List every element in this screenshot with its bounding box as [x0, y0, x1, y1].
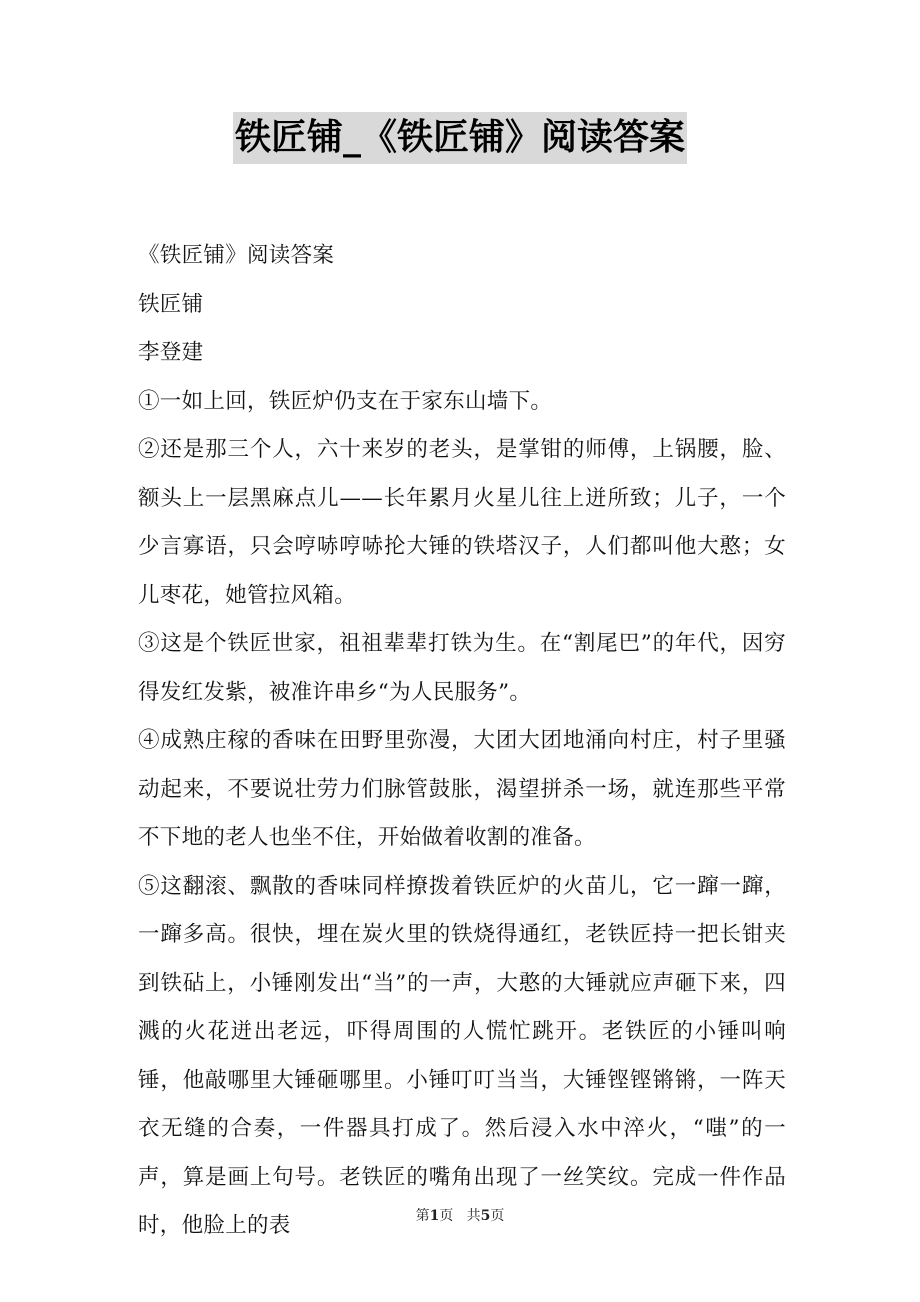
paragraph-author: 李登建 [138, 340, 204, 365]
paragraph-5: ⑤这翻滚、飘散的香味同样撩拨着铁匠炉的火苗儿，它一蹿一蹿，一蹿多高。很快，埋在炭火里的铁烧得通红，老铁匠持一把长钳夹到铁砧上，小锤刚发出“当”的一声，大憨的大锤就应声砸下来，四溅的火花迸出老远，吓得周围的人慌忙跳开。老铁匠的小锤叫响锤，他敲哪里大锤砸哪里。小锤叮叮当当，大锤铿铿锵锵，一阵天衣无缝的合奏，一件器具打成了。然后浸入水中淬火，“嗤”的一声，算是画上句号。老铁匠的嘴角出现了一丝笑纹。完成一件作品时，他脸上的表 [138, 873, 786, 1238]
footer-page-suffix: 页 [490, 1208, 505, 1224]
document-body [138, 232, 786, 1251]
footer-page-current: 1 [429, 1208, 440, 1224]
paragraph-subtitle: 《铁匠铺》阅读答案 [138, 243, 335, 268]
paragraph-1: ①一如上回，铁匠炉仍支在于家东山墙下。 [138, 388, 553, 414]
paragraph-2: ②还是那三个人，六十来岁的老头，是掌钳的师傅，上锅腰，脸、额头上一层黑麻点儿——长年累月火星儿往上迸所致；儿子，一个少言寡语，只会哼哧哼哧抡大锤的铁塔汉子，人们都叫他大憨；女儿枣花，她管拉风箱。 [138, 437, 786, 608]
footer-page-mid: 页 共 [439, 1208, 481, 1224]
title-container [0, 112, 920, 164]
paragraph-article-title: 铁匠铺 [138, 291, 204, 317]
paragraph-3: ③这是个铁匠世家，祖祖辈辈打铁为生。在“割尾巴”的年代，因穷得发红发紫，被准许串乡“为人民服务”。 [138, 631, 786, 705]
document-title: 铁匠铺_《铁匠铺》阅读答案 [233, 112, 687, 164]
paragraph-4: ④成熟庄稼的香味在田野里弥漫，大团大团地涌向村庄，村子里骚动起来，不要说壮劳力们脉管鼓胀，渴望拼杀一场，就连那些平常不下地的老人也坐不住，开始做着收割的准备。 [138, 728, 786, 850]
footer-page-total: 5 [480, 1208, 491, 1224]
page-footer [0, 1206, 920, 1226]
footer-page-prefix: 第 [415, 1208, 430, 1224]
